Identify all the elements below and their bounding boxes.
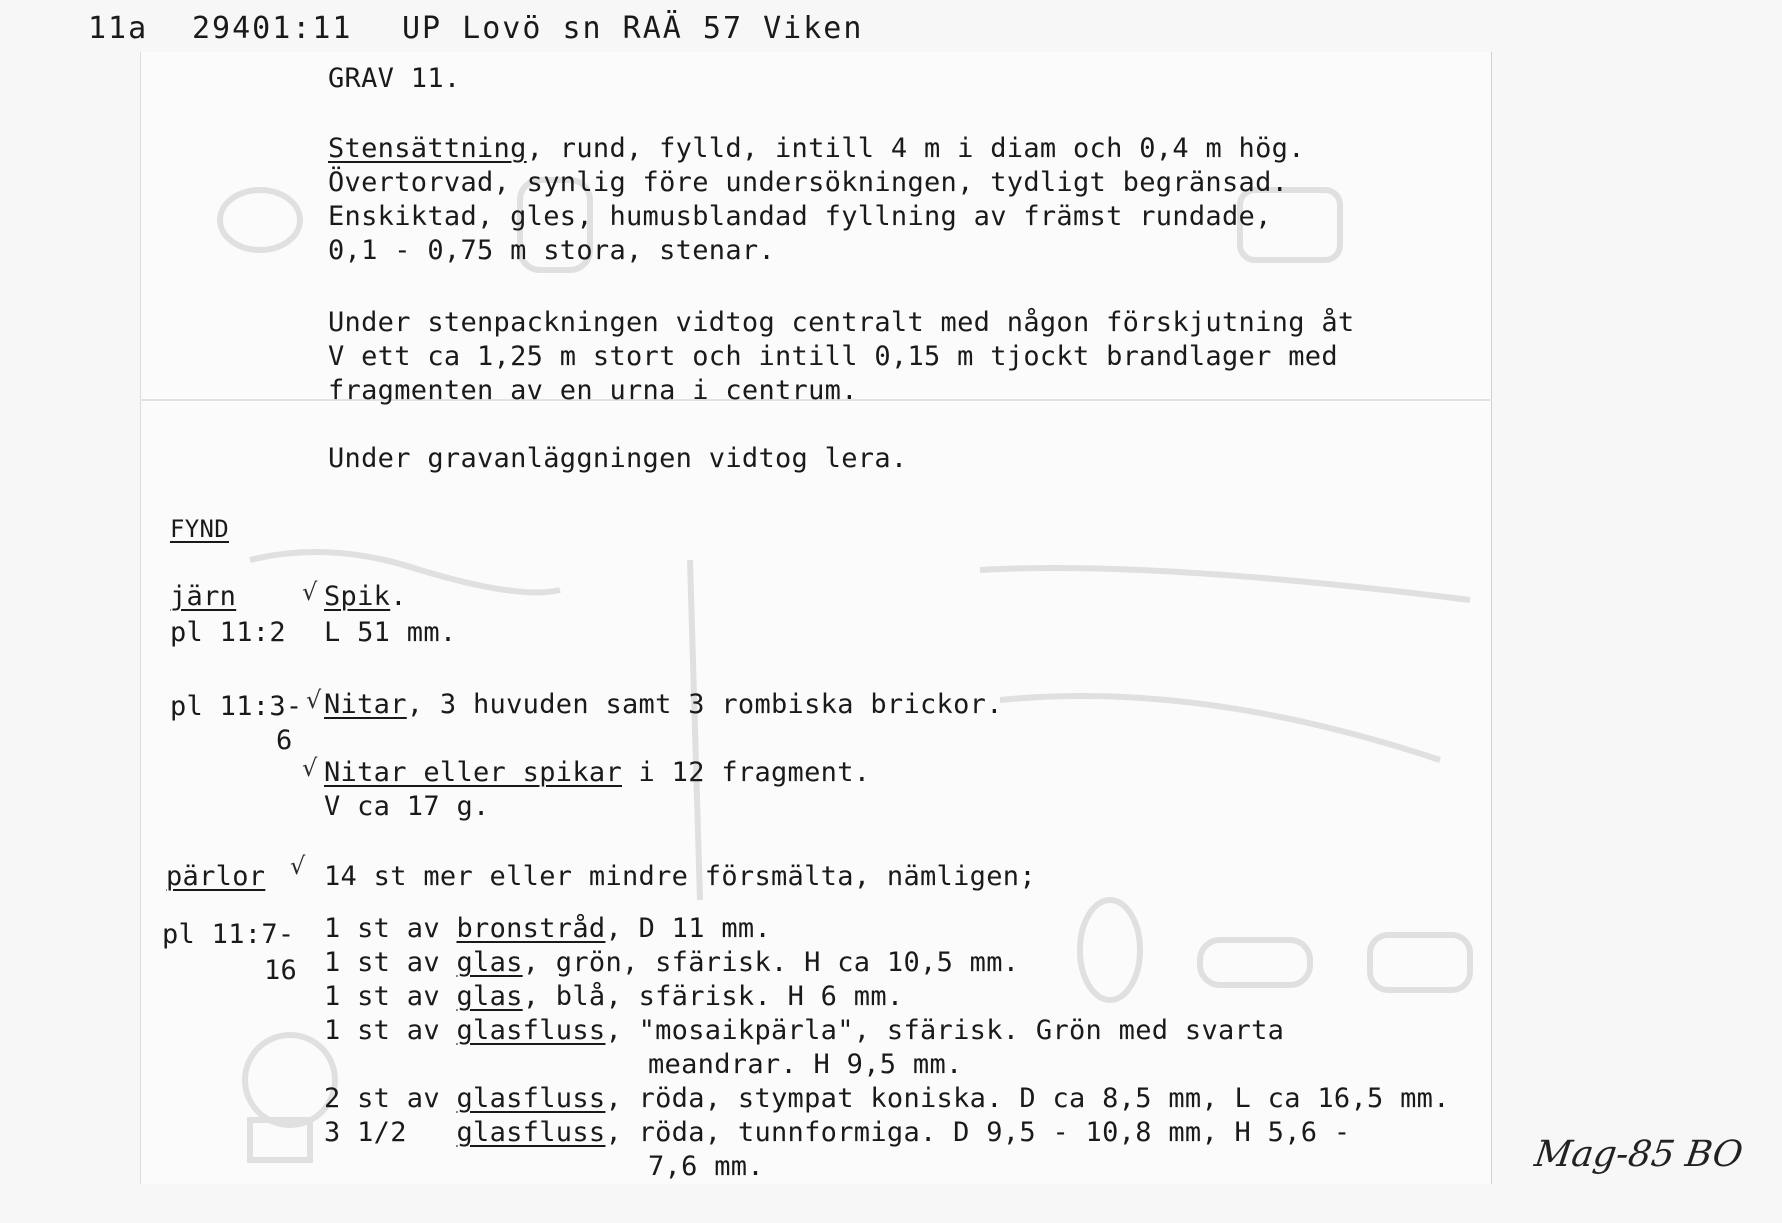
iron-item1 <box>324 580 407 614</box>
bead-material: glasfluss <box>456 1117 606 1148</box>
bead-qty: 1 st av <box>324 981 457 1012</box>
bead-qty: 1 st av <box>324 947 457 978</box>
bead-row <box>324 1116 1350 1150</box>
iron-ref2a: pl 11:3- <box>170 691 303 722</box>
iron-item3-detail: V ca 17 g. <box>324 791 490 822</box>
desc1-line3: Enskiktad, gles, humusblandad fyllning av främst rundade, <box>328 201 1272 232</box>
beads-intro: 14 st mer eller mindre försmälta, nämligen; <box>324 861 1036 892</box>
check-mark-icon: √ <box>306 686 322 714</box>
check-mark-icon: √ <box>302 754 318 782</box>
iron-item2 <box>324 688 1003 722</box>
bead-qty: 3 1/2 <box>324 1117 457 1148</box>
desc1-line2: Övertorvad, synlig före undersökningen, tydligt begränsad. <box>328 167 1289 198</box>
iron-item3-name: Nitar eller spikar <box>324 757 622 788</box>
desc1-line1 <box>328 132 1305 166</box>
iron-item3-rest: i 12 fragment. <box>622 757 871 788</box>
iron-ref2b: 6 <box>276 725 293 756</box>
bead-row <box>324 946 1019 980</box>
bead-description: , D 11 mm. <box>605 913 772 944</box>
desc2-line2: V ett ca 1,25 m stort och intill 0,15 m tjockt brandlager med <box>328 341 1338 372</box>
grave-title: GRAV 11. <box>328 63 461 94</box>
iron-label: järn <box>170 581 237 612</box>
bead-material: glasfluss <box>456 1015 606 1046</box>
iron-item1-name: Spik <box>324 581 391 612</box>
signature: Mag-85 BO <box>1531 1134 1745 1175</box>
bead-row <box>648 1150 764 1184</box>
check-mark-icon: √ <box>302 578 318 606</box>
desc2-line3: fragmenten av en urna i centrum. <box>328 375 858 406</box>
bead-qty: 1 st av <box>324 1015 457 1046</box>
bead-qty: 1 st av <box>324 913 457 944</box>
bead-qty: 2 st av <box>324 1083 457 1114</box>
bead-material: glas <box>456 947 523 978</box>
desc1-line1-rest: , rund, fylld, intill 4 m i diam och 0,4 m hög. <box>526 133 1305 164</box>
site-location: UP Lovö sn RAÄ 57 Viken <box>402 11 864 46</box>
finds-heading: FYND <box>170 515 229 543</box>
bead-row <box>324 1014 1284 1048</box>
desc1-head: Stensättning <box>328 133 527 164</box>
desc1-line4: 0,1 - 0,75 m stora, stenar. <box>328 235 775 266</box>
bead-description: , grön, sfärisk. H ca 10,5 mm. <box>522 947 1020 978</box>
iron-item2-rest: , 3 huvuden samt 3 rombiska brickor. <box>406 689 1003 720</box>
bead-description: , röda, tunnformiga. D 9,5 - 10,8 mm, H 5,6 - <box>605 1117 1351 1148</box>
bead-description: meandrar. H 9,5 mm. <box>648 1049 963 1080</box>
bead-row <box>324 1082 1450 1116</box>
bead-row <box>324 912 771 946</box>
beads-label: pärlor <box>166 861 266 892</box>
bead-description: , blå, sfärisk. H 6 mm. <box>522 981 904 1012</box>
bead-material: glas <box>456 981 523 1012</box>
inventory-number: 29401:11 <box>192 11 353 46</box>
iron-item1-detail: L 51 mm. <box>324 617 457 648</box>
bead-description: , röda, stympat koniska. D ca 8,5 mm, L ca 16,5 mm. <box>605 1083 1450 1114</box>
check-mark-icon: √ <box>290 852 306 880</box>
bead-material: bronstråd <box>456 913 606 944</box>
desc3: Under gravanläggningen vidtog lera. <box>328 443 908 474</box>
bead-row <box>648 1048 963 1082</box>
desc2-line1: Under stenpackningen vidtog centralt med någon förskjutning åt <box>328 307 1355 338</box>
card-number: 11a <box>88 11 149 46</box>
iron-item3 <box>324 756 870 790</box>
beads-ref-a: pl 11:7- <box>162 919 295 950</box>
bead-description: 7,6 mm. <box>648 1151 764 1182</box>
bead-material: glasfluss <box>456 1083 606 1114</box>
iron-ref1: pl 11:2 <box>170 617 286 648</box>
iron-item2-name: Nitar <box>324 689 407 720</box>
bead-row <box>324 980 903 1014</box>
beads-ref-b: 16 <box>264 955 298 986</box>
iron-item1-suffix: . <box>390 581 407 612</box>
bead-description: , "mosaikpärla", sfärisk. Grön med svarta <box>605 1015 1285 1046</box>
